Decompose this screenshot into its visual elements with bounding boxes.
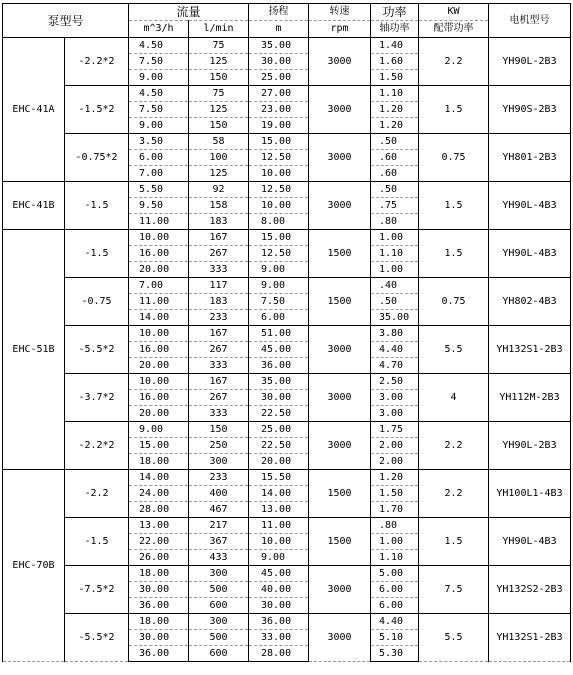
flow-m3h-cell: 7.00: [129, 166, 189, 182]
variant-cell: -2.2: [65, 470, 129, 518]
variant-cell: -1.5: [65, 230, 129, 278]
model-cell: EHC-41A: [3, 38, 65, 182]
motor-model-cell: YH112M-2B3: [489, 374, 571, 422]
motor-model-cell: YH132S1-2B3: [489, 326, 571, 374]
head-cell: 30.00: [249, 390, 309, 406]
flow-lmin-cell: 267: [189, 390, 249, 406]
header-speed: 转速: [309, 4, 371, 21]
speed-cell: 3000: [309, 86, 371, 134]
flow-m3h-cell: 16.00: [129, 390, 189, 406]
shaft-power-cell: 5.10: [371, 630, 419, 646]
head-cell: 6.00: [249, 310, 309, 326]
shaft-power-cell: 3.00: [371, 406, 419, 422]
motor-model-cell: YH90L-4B3: [489, 230, 571, 278]
table-row: [3, 86, 571, 102]
variant-cell: -0.75*2: [65, 134, 129, 182]
variant-cell: -1.5*2: [65, 86, 129, 134]
head-cell: 33.00: [249, 630, 309, 646]
flow-lmin-cell: 75: [189, 38, 249, 54]
head-cell: 22.50: [249, 406, 309, 422]
shaft-power-cell: .75: [371, 198, 419, 214]
flow-m3h-cell: 6.00: [129, 150, 189, 166]
speed-cell: 3000: [309, 422, 371, 470]
head-cell: 51.00: [249, 326, 309, 342]
header-motor-model: 电机型号: [489, 4, 571, 38]
head-cell: 15.00: [249, 230, 309, 246]
shaft-power-cell: 1.10: [371, 86, 419, 102]
head-cell: 12.50: [249, 150, 309, 166]
flow-lmin-cell: 150: [189, 422, 249, 438]
flow-m3h-cell: 30.00: [129, 630, 189, 646]
speed-cell: 1500: [309, 278, 371, 326]
flow-lmin-cell: 333: [189, 262, 249, 278]
head-cell: 36.00: [249, 358, 309, 374]
head-cell: 15.50: [249, 470, 309, 486]
motor-model-cell: YH801-2B3: [489, 134, 571, 182]
shaft-power-cell: 3.80: [371, 326, 419, 342]
flow-m3h-cell: 10.00: [129, 230, 189, 246]
motor-power-cell: 2.2: [419, 470, 489, 518]
motor-power-cell: 5.5: [419, 614, 489, 662]
shaft-power-cell: 1.60: [371, 54, 419, 70]
shaft-power-cell: .60: [371, 166, 419, 182]
variant-cell: -2.2*2: [65, 38, 129, 86]
variant-cell: -1.5: [65, 518, 129, 566]
flow-m3h-cell: 9.00: [129, 70, 189, 86]
flow-m3h-cell: 7.50: [129, 102, 189, 118]
table-row: [3, 278, 571, 294]
flow-m3h-cell: 14.00: [129, 310, 189, 326]
header-speed-unit: rpm: [309, 21, 371, 38]
flow-m3h-cell: 9.00: [129, 118, 189, 134]
flow-m3h-cell: 7.00: [129, 278, 189, 294]
head-cell: 25.00: [249, 422, 309, 438]
speed-cell: 3000: [309, 134, 371, 182]
head-cell: 45.00: [249, 566, 309, 582]
motor-model-cell: YH90S-2B3: [489, 86, 571, 134]
flow-lmin-cell: 267: [189, 246, 249, 262]
header-flow: 流量: [129, 4, 249, 21]
flow-lmin-cell: 500: [189, 582, 249, 598]
shaft-power-cell: 4.40: [371, 342, 419, 358]
shaft-power-cell: 5.00: [371, 566, 419, 582]
motor-power-cell: 1.5: [419, 182, 489, 230]
flow-lmin-cell: 333: [189, 358, 249, 374]
head-cell: 20.00: [249, 454, 309, 470]
pump-spec-body: [3, 38, 571, 662]
head-cell: 7.50: [249, 294, 309, 310]
motor-model-cell: YH132S1-2B3: [489, 614, 571, 662]
shaft-power-cell: 5.30: [371, 646, 419, 662]
flow-lmin-cell: 500: [189, 630, 249, 646]
flow-lmin-cell: 300: [189, 614, 249, 630]
shaft-power-cell: 6.00: [371, 582, 419, 598]
motor-model-cell: YH90L-2B3: [489, 422, 571, 470]
speed-cell: 3000: [309, 374, 371, 422]
speed-cell: 3000: [309, 326, 371, 374]
shaft-power-cell: 4.40: [371, 614, 419, 630]
speed-cell: 1500: [309, 518, 371, 566]
shaft-power-cell: 1.70: [371, 502, 419, 518]
flow-lmin-cell: 233: [189, 470, 249, 486]
head-cell: 28.00: [249, 646, 309, 662]
motor-power-cell: 1.5: [419, 86, 489, 134]
flow-lmin-cell: 158: [189, 198, 249, 214]
model-cell: EHC-70B: [3, 470, 65, 662]
flow-m3h-cell: 20.00: [129, 358, 189, 374]
head-cell: 12.50: [249, 246, 309, 262]
flow-m3h-cell: 26.00: [129, 550, 189, 566]
variant-cell: -5.5*2: [65, 326, 129, 374]
flow-m3h-cell: 30.00: [129, 582, 189, 598]
header-head-unit: m: [249, 21, 309, 38]
flow-m3h-cell: 18.00: [129, 566, 189, 582]
header-flow-unit-lmin: l/min: [189, 21, 249, 38]
variant-cell: -0.75: [65, 278, 129, 326]
header-power: 功率: [371, 4, 419, 21]
table-row: [3, 566, 571, 582]
shaft-power-cell: 1.00: [371, 534, 419, 550]
motor-power-cell: 2.2: [419, 422, 489, 470]
speed-cell: 3000: [309, 614, 371, 662]
motor-power-cell: 4: [419, 374, 489, 422]
head-cell: 10.00: [249, 166, 309, 182]
flow-lmin-cell: 125: [189, 166, 249, 182]
flow-m3h-cell: 36.00: [129, 598, 189, 614]
flow-lmin-cell: 117: [189, 278, 249, 294]
flow-m3h-cell: 16.00: [129, 342, 189, 358]
table-row: [3, 518, 571, 534]
flow-m3h-cell: 18.00: [129, 454, 189, 470]
flow-lmin-cell: 400: [189, 486, 249, 502]
flow-lmin-cell: 267: [189, 342, 249, 358]
flow-lmin-cell: 100: [189, 150, 249, 166]
flow-m3h-cell: 9.00: [129, 422, 189, 438]
motor-model-cell: YH802-4B3: [489, 278, 571, 326]
flow-lmin-cell: 150: [189, 118, 249, 134]
flow-lmin-cell: 150: [189, 70, 249, 86]
shaft-power-cell: .50: [371, 134, 419, 150]
head-cell: 19.00: [249, 118, 309, 134]
flow-m3h-cell: 5.50: [129, 182, 189, 198]
motor-model-cell: YH90L-4B3: [489, 182, 571, 230]
table-row: [3, 422, 571, 438]
shaft-power-cell: 3.00: [371, 390, 419, 406]
flow-lmin-cell: 125: [189, 102, 249, 118]
flow-m3h-cell: 22.00: [129, 534, 189, 550]
head-cell: 15.00: [249, 134, 309, 150]
head-cell: 27.00: [249, 86, 309, 102]
head-cell: 30.00: [249, 54, 309, 70]
header-pump-model: 泵型号: [3, 4, 129, 38]
shaft-power-cell: 35.00: [371, 310, 419, 326]
shaft-power-cell: .80: [371, 214, 419, 230]
head-cell: 9.00: [249, 550, 309, 566]
table-row: [3, 614, 571, 630]
shaft-power-cell: 1.75: [371, 422, 419, 438]
head-cell: 22.50: [249, 438, 309, 454]
flow-lmin-cell: 467: [189, 502, 249, 518]
shaft-power-cell: .40: [371, 278, 419, 294]
shaft-power-cell: 1.10: [371, 550, 419, 566]
flow-lmin-cell: 167: [189, 326, 249, 342]
head-cell: 25.00: [249, 70, 309, 86]
header-flow-unit-m3h: m^3/h: [129, 21, 189, 38]
flow-lmin-cell: 333: [189, 406, 249, 422]
flow-lmin-cell: 58: [189, 134, 249, 150]
flow-lmin-cell: 367: [189, 534, 249, 550]
motor-model-cell: YH132S2-2B3: [489, 566, 571, 614]
shaft-power-cell: 1.20: [371, 102, 419, 118]
flow-m3h-cell: 28.00: [129, 502, 189, 518]
shaft-power-cell: 1.40: [371, 38, 419, 54]
head-cell: 8.00: [249, 214, 309, 230]
flow-m3h-cell: 15.00: [129, 438, 189, 454]
head-cell: 35.00: [249, 38, 309, 54]
flow-lmin-cell: 92: [189, 182, 249, 198]
flow-m3h-cell: 11.00: [129, 214, 189, 230]
motor-model-cell: YH100L1-4B3: [489, 470, 571, 518]
head-cell: 36.00: [249, 614, 309, 630]
motor-power-cell: 0.75: [419, 134, 489, 182]
table-row: [3, 134, 571, 150]
head-cell: 9.00: [249, 278, 309, 294]
shaft-power-cell: 1.10: [371, 246, 419, 262]
flow-lmin-cell: 75: [189, 86, 249, 102]
shaft-power-cell: 1.50: [371, 486, 419, 502]
head-cell: 12.50: [249, 182, 309, 198]
flow-lmin-cell: 600: [189, 646, 249, 662]
header-shaft-power: 轴功率: [371, 21, 419, 38]
head-cell: 9.00: [249, 262, 309, 278]
shaft-power-cell: 1.00: [371, 230, 419, 246]
variant-cell: -1.5: [65, 182, 129, 230]
head-cell: 30.00: [249, 598, 309, 614]
shaft-power-cell: .50: [371, 182, 419, 198]
flow-m3h-cell: 7.50: [129, 54, 189, 70]
motor-power-cell: 7.5: [419, 566, 489, 614]
flow-m3h-cell: 18.00: [129, 614, 189, 630]
flow-lmin-cell: 183: [189, 294, 249, 310]
shaft-power-cell: 1.00: [371, 262, 419, 278]
flow-m3h-cell: 13.00: [129, 518, 189, 534]
table-row: [3, 38, 571, 54]
shaft-power-cell: 1.50: [371, 70, 419, 86]
model-cell: EHC-41B: [3, 182, 65, 230]
head-cell: 10.00: [249, 198, 309, 214]
motor-model-cell: YH90L-2B3: [489, 38, 571, 86]
flow-lmin-cell: 250: [189, 438, 249, 454]
table-row: [3, 230, 571, 246]
shaft-power-cell: .60: [371, 150, 419, 166]
flow-m3h-cell: 10.00: [129, 326, 189, 342]
flow-lmin-cell: 167: [189, 374, 249, 390]
flow-lmin-cell: 433: [189, 550, 249, 566]
shaft-power-cell: .80: [371, 518, 419, 534]
flow-lmin-cell: 125: [189, 54, 249, 70]
flow-lmin-cell: 300: [189, 454, 249, 470]
shaft-power-cell: 2.50: [371, 374, 419, 390]
speed-cell: 3000: [309, 566, 371, 614]
table-row: [3, 326, 571, 342]
flow-m3h-cell: 4.50: [129, 38, 189, 54]
variant-cell: -5.5*2: [65, 614, 129, 662]
motor-power-cell: 0.75: [419, 278, 489, 326]
pump-spec-table: [2, 3, 571, 662]
variant-cell: -3.7*2: [65, 374, 129, 422]
head-cell: 23.00: [249, 102, 309, 118]
table-row: [3, 374, 571, 390]
table-row: [3, 470, 571, 486]
shaft-power-cell: 4.70: [371, 358, 419, 374]
header-head: 扬程: [249, 4, 309, 21]
shaft-power-cell: 2.00: [371, 454, 419, 470]
speed-cell: 1500: [309, 470, 371, 518]
speed-cell: 3000: [309, 182, 371, 230]
flow-m3h-cell: 11.00: [129, 294, 189, 310]
variant-cell: -7.5*2: [65, 566, 129, 614]
speed-cell: 1500: [309, 230, 371, 278]
head-cell: 14.00: [249, 486, 309, 502]
flow-m3h-cell: 10.00: [129, 374, 189, 390]
flow-m3h-cell: 4.50: [129, 86, 189, 102]
head-cell: 10.00: [249, 534, 309, 550]
flow-lmin-cell: 167: [189, 230, 249, 246]
flow-m3h-cell: 9.50: [129, 198, 189, 214]
flow-m3h-cell: 20.00: [129, 406, 189, 422]
motor-power-cell: 1.5: [419, 230, 489, 278]
model-cell: EHC-51B: [3, 230, 65, 470]
head-cell: 11.00: [249, 518, 309, 534]
flow-m3h-cell: 20.00: [129, 262, 189, 278]
table-row: [3, 182, 571, 198]
head-cell: 13.00: [249, 502, 309, 518]
motor-model-cell: YH90L-4B3: [489, 518, 571, 566]
flow-lmin-cell: 600: [189, 598, 249, 614]
head-cell: 35.00: [249, 374, 309, 390]
flow-lmin-cell: 300: [189, 566, 249, 582]
flow-m3h-cell: 3.50: [129, 134, 189, 150]
motor-power-cell: 2.2: [419, 38, 489, 86]
variant-cell: -2.2*2: [65, 422, 129, 470]
speed-cell: 3000: [309, 38, 371, 86]
motor-power-cell: 1.5: [419, 518, 489, 566]
shaft-power-cell: 1.20: [371, 118, 419, 134]
shaft-power-cell: 2.00: [371, 438, 419, 454]
flow-lmin-cell: 183: [189, 214, 249, 230]
flow-m3h-cell: 16.00: [129, 246, 189, 262]
shaft-power-cell: 6.00: [371, 598, 419, 614]
motor-power-cell: 5.5: [419, 326, 489, 374]
flow-lmin-cell: 233: [189, 310, 249, 326]
shaft-power-cell: .50: [371, 294, 419, 310]
flow-m3h-cell: 24.00: [129, 486, 189, 502]
head-cell: 45.00: [249, 342, 309, 358]
flow-lmin-cell: 217: [189, 518, 249, 534]
flow-m3h-cell: 14.00: [129, 470, 189, 486]
header-power-unit: KW: [419, 4, 489, 21]
header-motor-power: 配带功率: [419, 21, 489, 38]
flow-m3h-cell: 36.00: [129, 646, 189, 662]
shaft-power-cell: 1.20: [371, 470, 419, 486]
head-cell: 40.00: [249, 582, 309, 598]
